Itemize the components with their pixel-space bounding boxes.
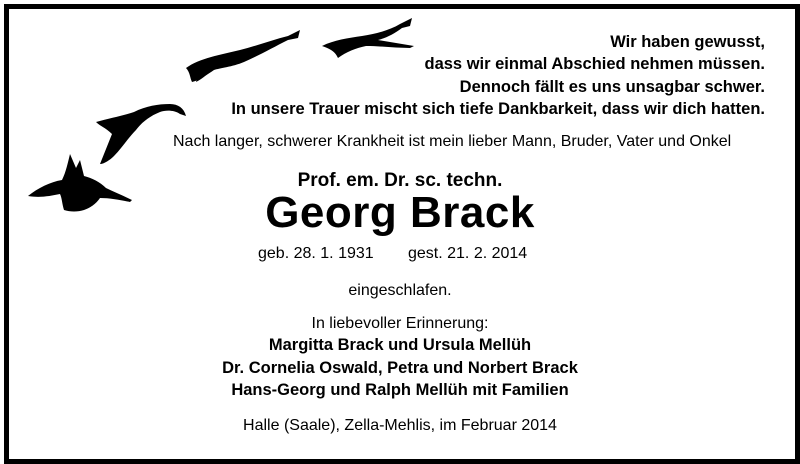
poem	[231, 31, 765, 121]
academic-title: Prof. em. Dr. sc. techn.	[297, 170, 503, 191]
mourner-line: Margitta Brack und Ursula Mellüh	[268, 336, 532, 354]
mourner-line: Dr. Cornelia Oswald, Petra und Norbert Brack	[222, 358, 578, 377]
death-date: gest. 21. 2. 2014	[408, 245, 528, 262]
poem-line: Wir haben gewusst,	[610, 33, 765, 51]
mourner-line: Hans-Georg und Ralph Mellüh mit Familien	[231, 381, 569, 399]
intro-text: Nach langer, schwerer Krankheit ist mein lieber Mann, Bruder, Vater und Onkel	[173, 133, 732, 150]
status-text: eingeschlafen.	[348, 282, 452, 299]
poem-line: In unsere Trauer mischt sich tiefe Dankbarkeit, dass wir dich hatten.	[231, 100, 765, 119]
deceased-name: Georg Brack	[265, 188, 535, 237]
mourners-list	[0, 334, 800, 402]
poem-line: Dennoch fällt es uns unsagbar schwer.	[459, 77, 765, 96]
memory-line: In liebevoller Erinnerung:	[311, 315, 489, 332]
place-date: Halle (Saale), Zella-Mehlis, im Februar 2014	[243, 417, 557, 434]
poem-line: dass wir einmal Abschied nehmen müssen.	[424, 55, 765, 74]
birth-date: geb. 28. 1. 1931	[258, 245, 374, 262]
